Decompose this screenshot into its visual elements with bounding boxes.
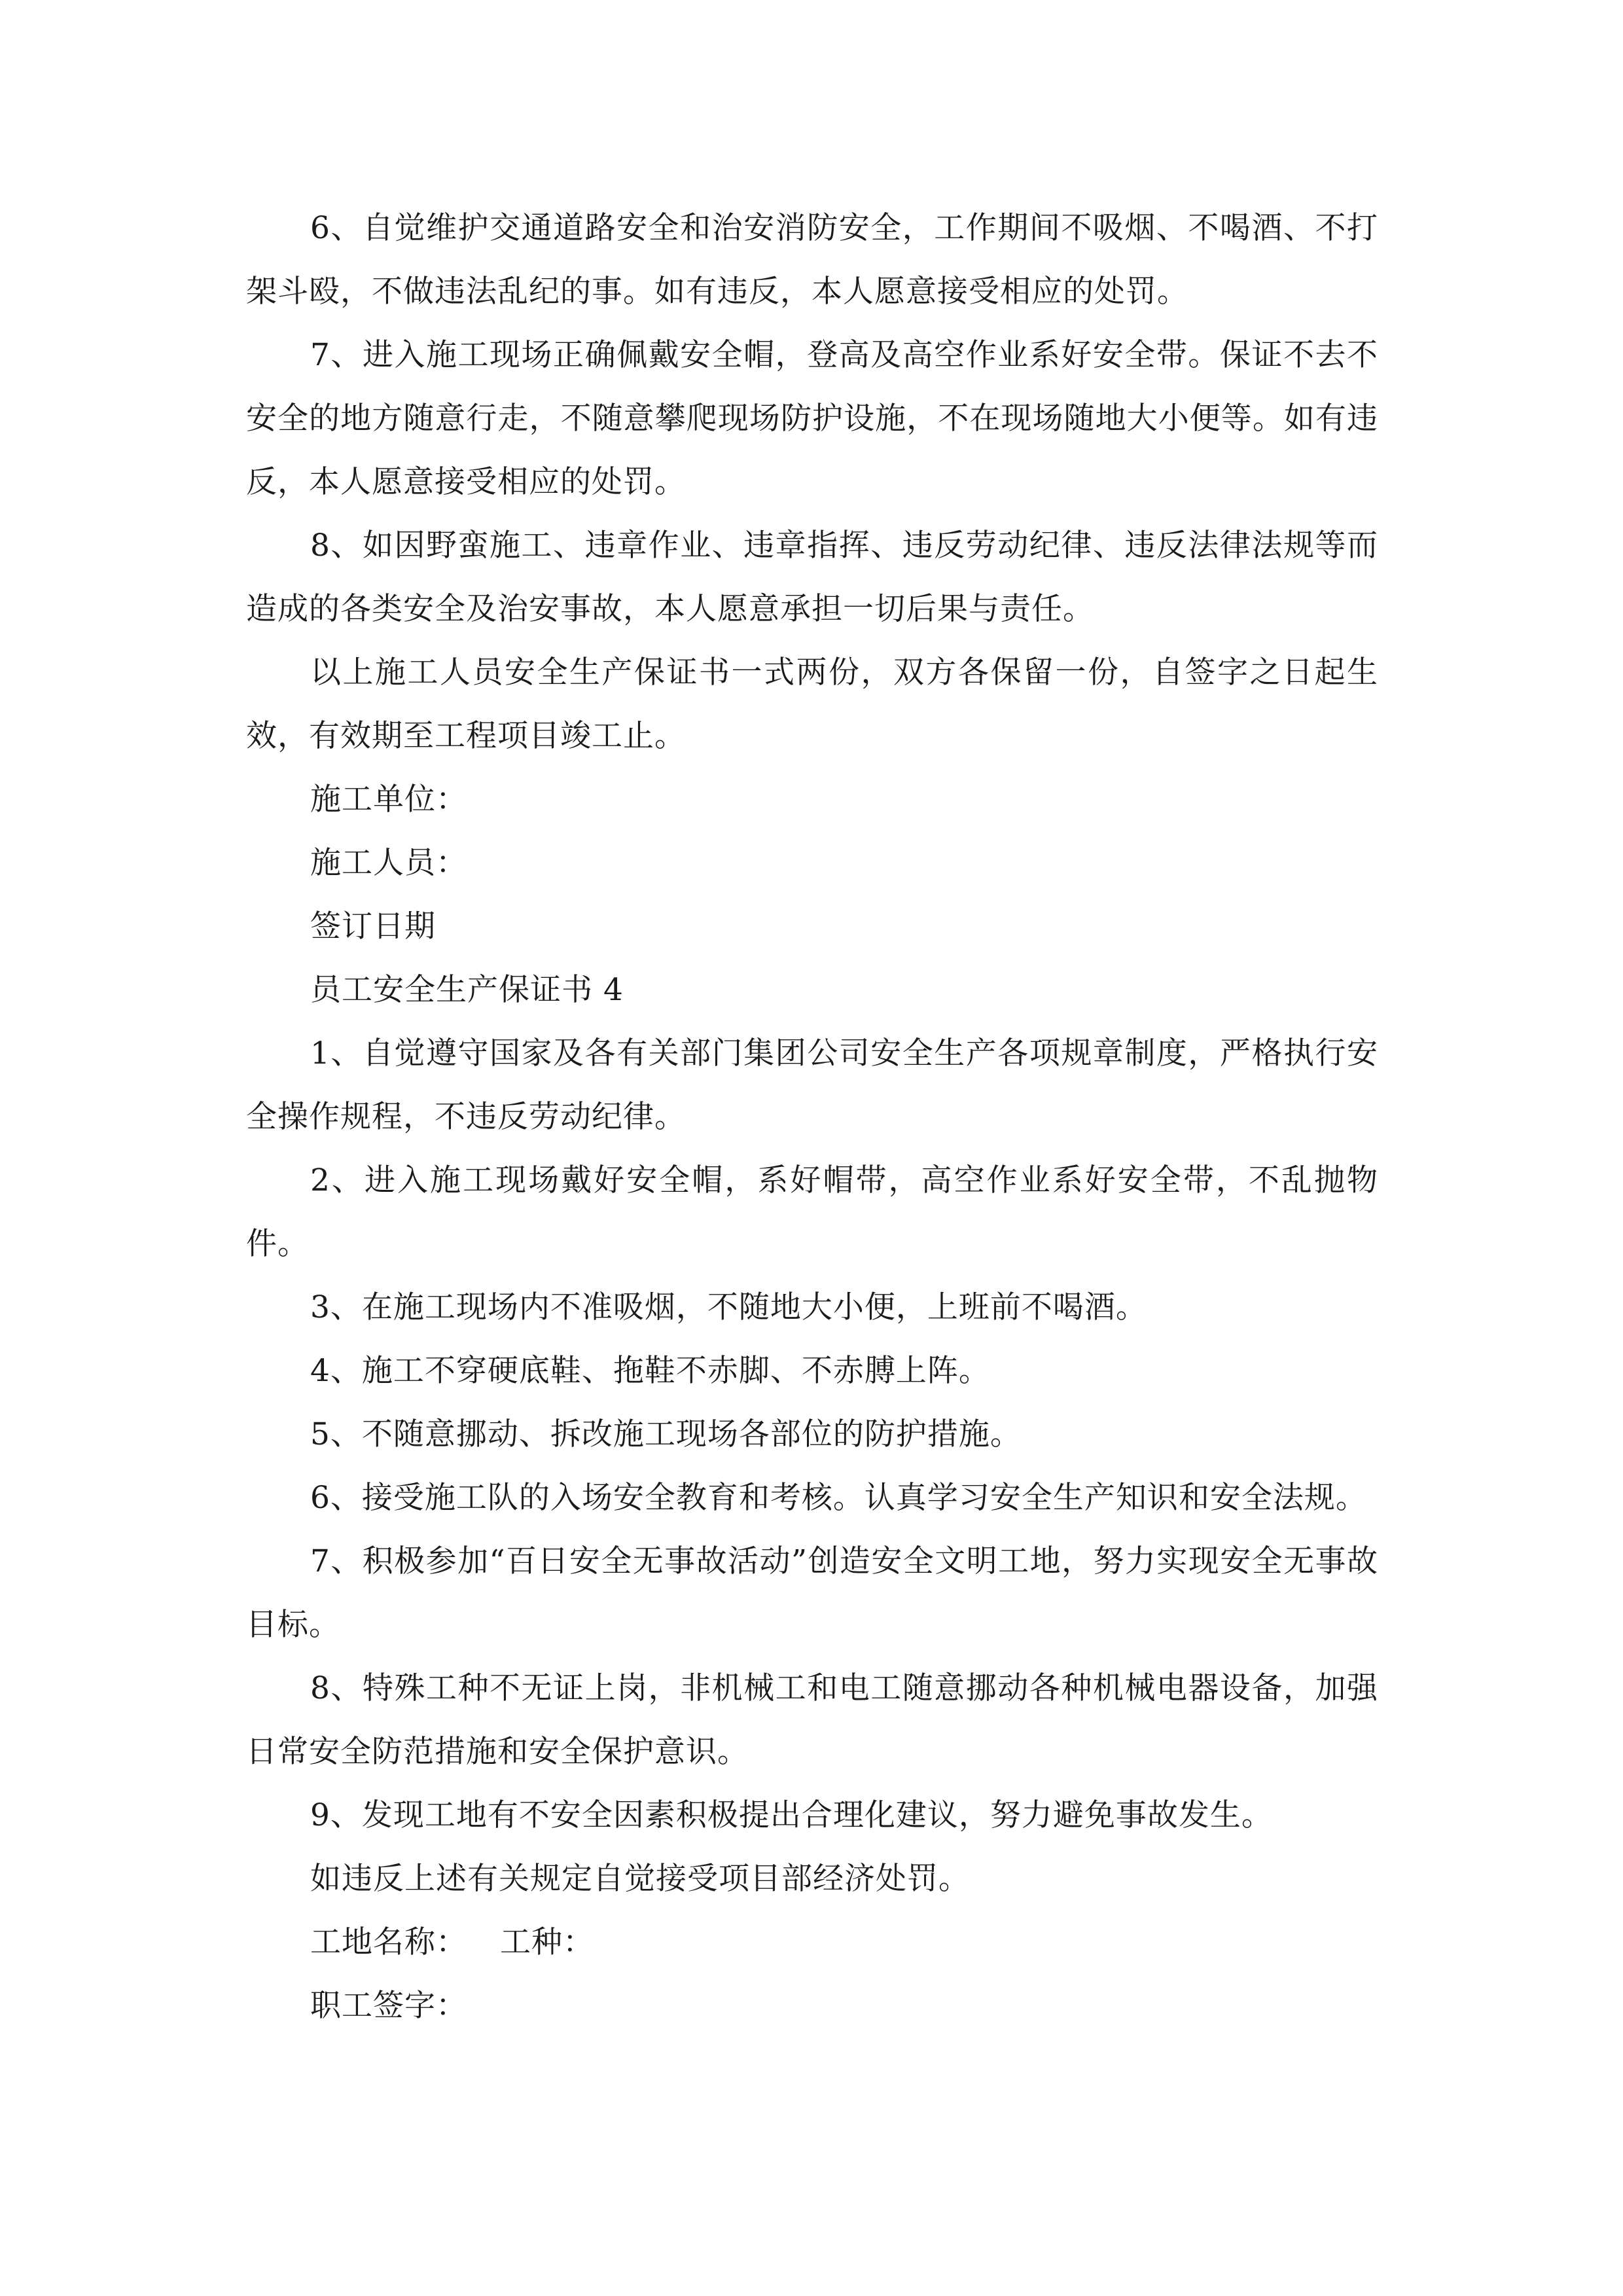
paragraph-item-7: 7、积极参加“百日安全无事故活动”创造安全文明工地，努力实现安全无事故目标。: [246, 1543, 1378, 1643]
field-signing-date: 签订日期: [310, 908, 436, 944]
document-body: [246, 196, 1378, 2037]
paragraph-item-1: 1、自觉遵守国家及各有关部门集团公司安全生产各项规章制度，严格执行安全操作规程，不违反劳动纪律。: [246, 1035, 1378, 1135]
section-title: 员工安全生产保证书 4: [310, 972, 624, 1008]
field-construction-personnel: 施工人员：: [310, 845, 467, 881]
paragraph-clause-7: 7、进入施工现场正确佩戴安全帽，登高及高空作业系好安全带。保证不去不安全的地方随意行走，不随意攀爬现场防护设施，不在现场随地大小便等。如有违反，本人愿意接受相应的处罚。: [246, 337, 1378, 500]
paragraph-item-8: 8、特殊工种不无证上岗，非机械工和电工随意挪动各种机械电器设备，加强日常安全防范措施和安全保护意识。: [246, 1670, 1378, 1770]
paragraph-item-6: 6、接受施工队的入场安全教育和考核。认真学习安全生产知识和安全法规。: [310, 1480, 1367, 1516]
paragraph-item-4: 4、施工不穿硬底鞋、拖鞋不赤脚、不赤膊上阵。: [310, 1353, 990, 1389]
paragraph-clause-8: 8、如因野蛮施工、违章作业、违章指挥、违反劳动纪律、违反法律法规等而造成的各类安全及治安事故，本人愿意承担一切后果与责任。: [246, 528, 1378, 627]
paragraph-item-3: 3、在施工现场内不准吸烟，不随地大小便，上班前不喝酒。: [310, 1289, 1147, 1325]
field-employee-signature: 职工签字：: [310, 1988, 467, 2024]
paragraph-clause-6: 6、自觉维护交通道路安全和治安消防安全，工作期间不吸烟、不喝酒、不打架斗殴，不做违法乱纪的事。如有违反，本人愿意接受相应的处罚。: [246, 210, 1378, 310]
paragraph-validity: 以上施工人员安全生产保证书一式两份，双方各保留一份，自签字之日起生效，有效期至工程项目竣工止。: [246, 655, 1378, 754]
field-work-type: 工种：: [500, 1924, 594, 1960]
paragraph-item-5: 5、不随意挪动、拆改施工现场各部位的防护措施。: [310, 1416, 1022, 1452]
field-site-name: 工地名称：: [310, 1924, 467, 1960]
field-site-and-work-type: [246, 1910, 1378, 1974]
paragraph-item-9: 9、发现工地有不安全因素积极提出合理化建议，努力避免事故发生。: [310, 1797, 1273, 1833]
paragraph-item-2: 2、进入施工现场戴好安全帽，系好帽带，高空作业系好安全带，不乱抛物件。: [246, 1162, 1378, 1262]
field-construction-unit: 施工单位：: [310, 781, 467, 817]
paragraph-penalty-note: 如违反上述有关规定自觉接受项目部经济处罚。: [310, 1861, 970, 1897]
